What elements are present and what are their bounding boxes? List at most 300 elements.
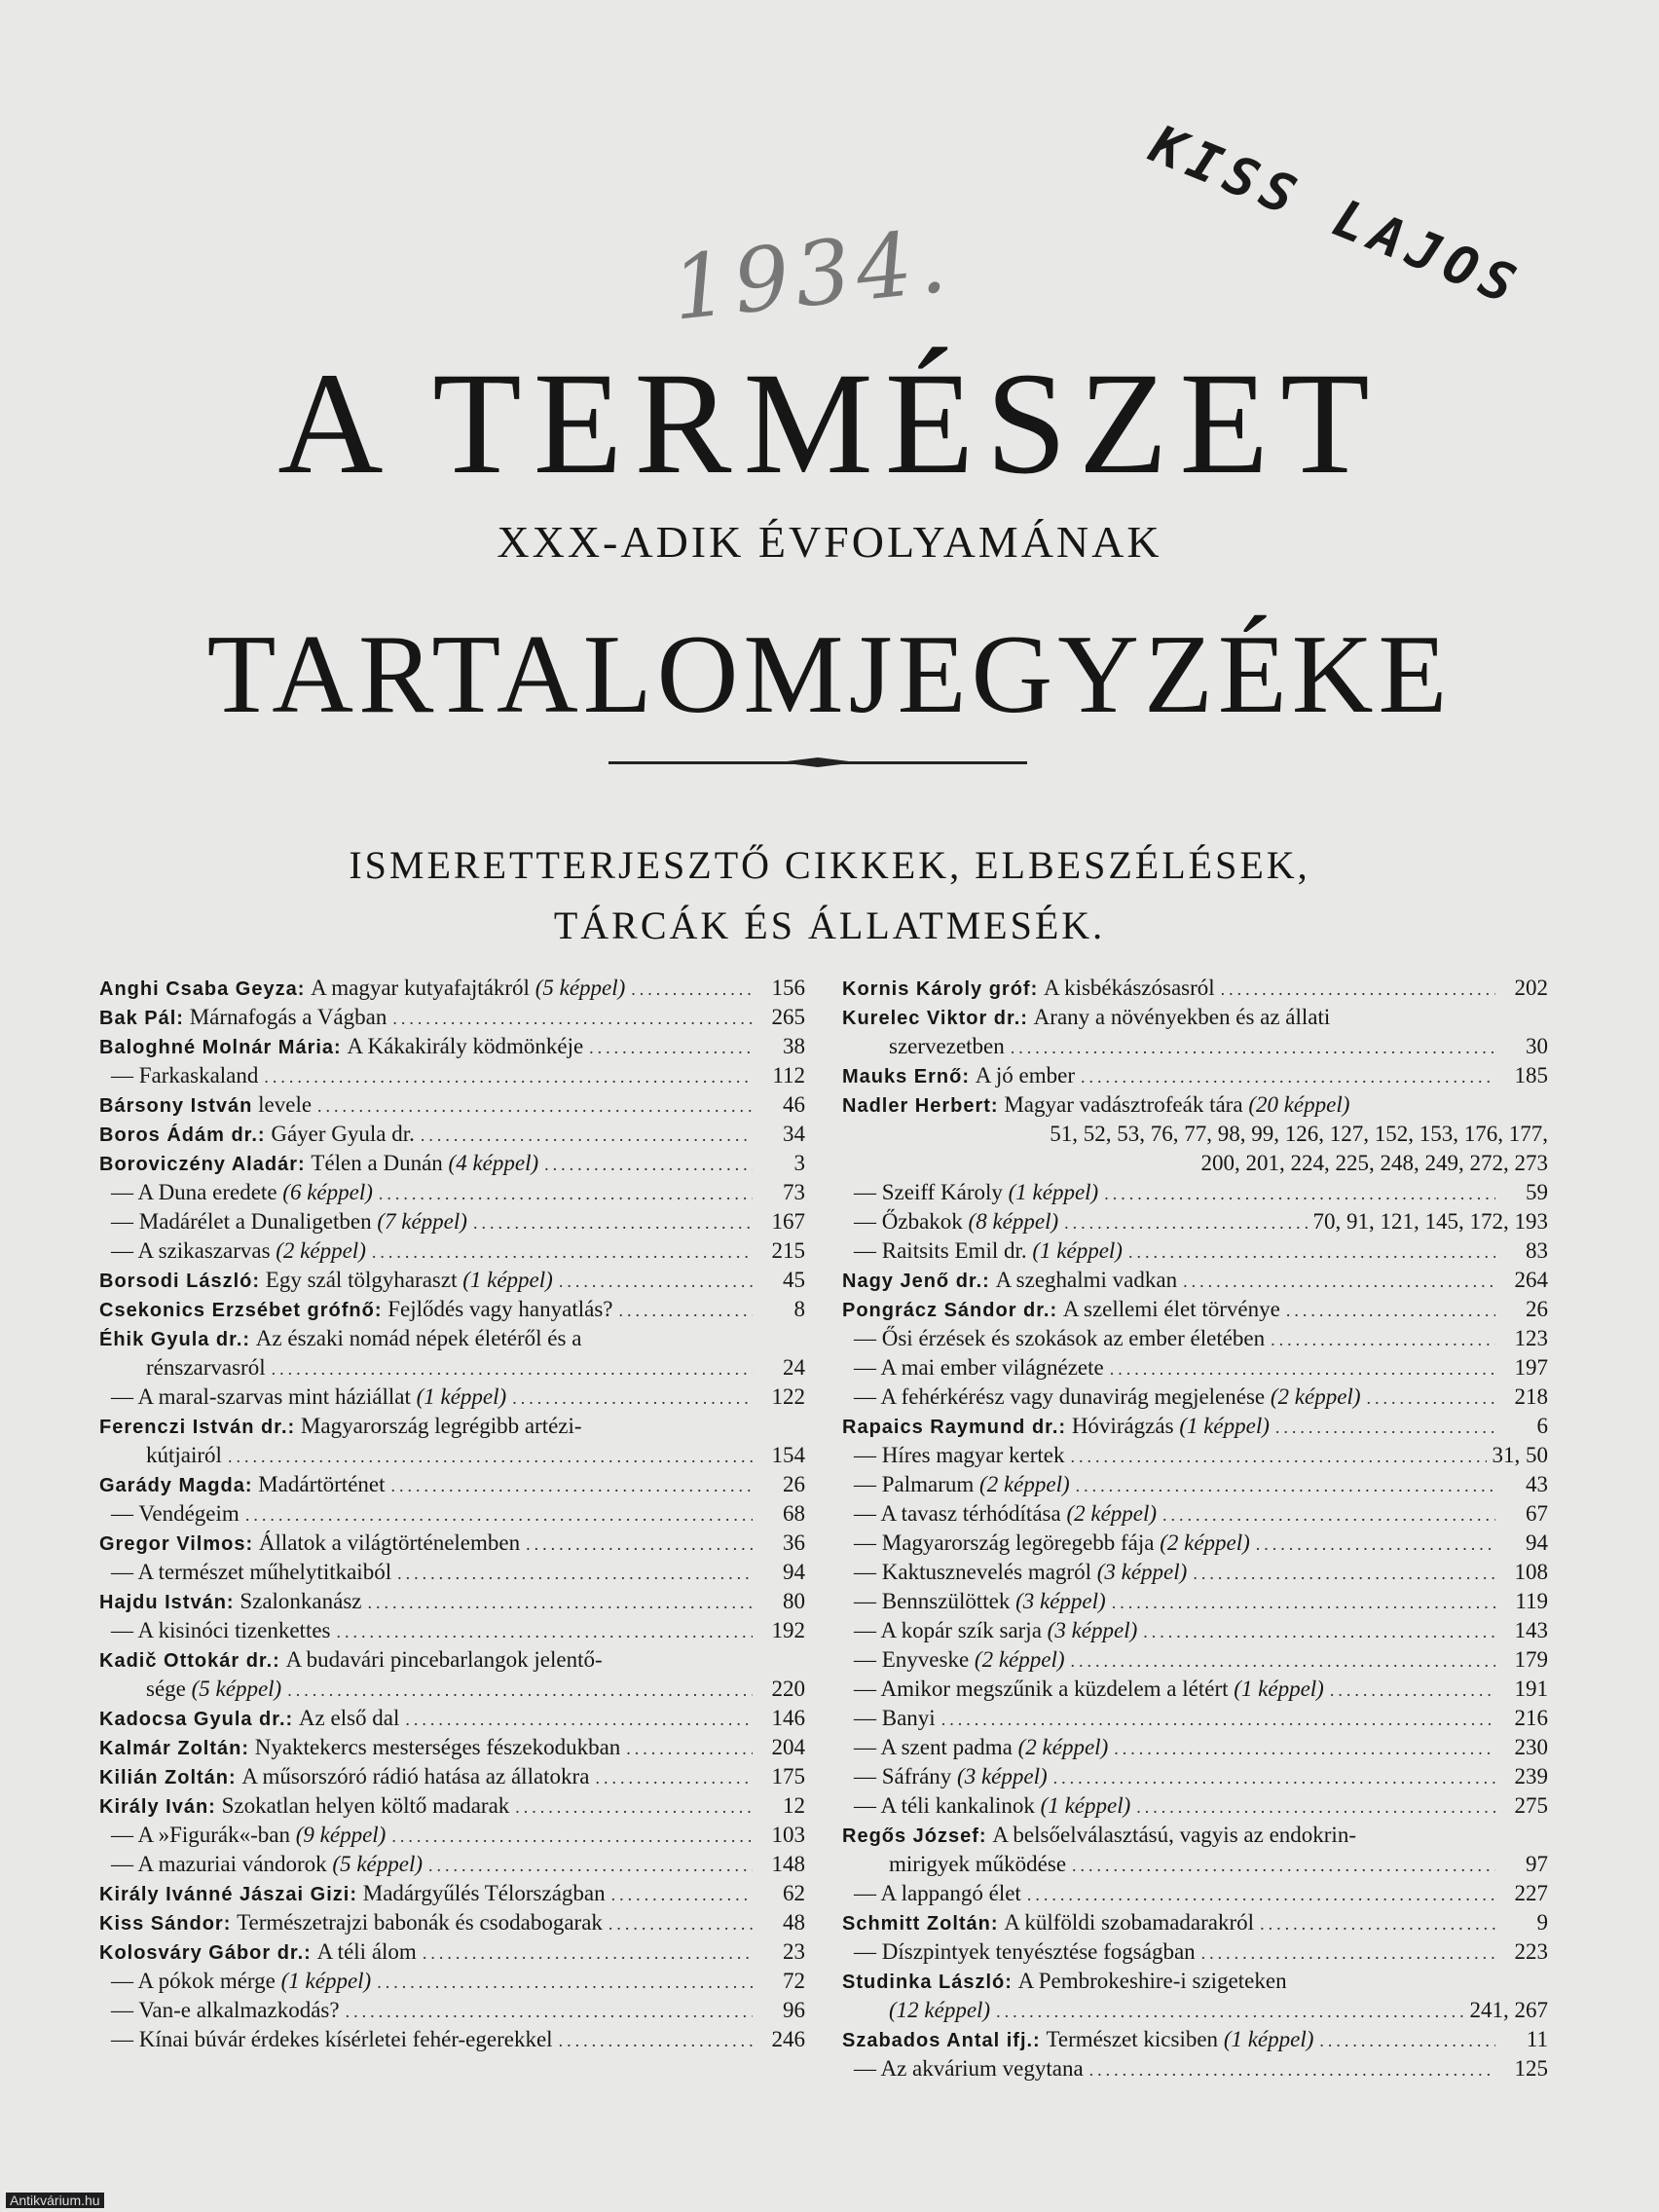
entry-author: Mauks Ernő: [842,1066,971,1088]
toc-right-column [842,974,1548,2083]
entry-title: — A mai ember világnézete [854,1355,1104,1380]
entry-line [99,1178,805,1207]
entry-illustrations: (2 képpel) [1017,1735,1109,1759]
toc-entry [842,1937,1548,1967]
entry-line [842,1412,1548,1441]
entry-page: 230 [1514,1735,1548,1759]
entry-title-cont: szervezetben [889,1034,1005,1058]
entry-title-cont: mirigyek működése [889,1852,1067,1876]
toc-entry [99,1295,805,1324]
entry-title: — A természet műhelytitkaiból [111,1560,392,1584]
entry-author: Bak Pál: [99,1008,184,1029]
entry-title: A belsőelválasztású, vagyis az endokrin- [992,1823,1356,1847]
leader-dots [1071,1646,1495,1676]
entry-page: 46 [783,1092,805,1117]
entry-title: — A maral-szarvas mint háziállat [111,1384,411,1409]
entry-page: 204 [771,1735,805,1759]
entry-author: Csekonics Erzsébet grófnő: [99,1300,383,1321]
entry-title: Magyarország legrégibb artézi- [300,1414,582,1438]
toc-title: TARTALOMJEGYZÉKE [206,612,1453,737]
entry-title: A kisbékászósasról [1044,976,1215,1000]
toc-entry [99,1529,805,1558]
entry-line [99,1353,805,1382]
leader-dots [1081,1062,1495,1091]
leader-dots [287,1676,753,1705]
leader-dots [515,1792,753,1822]
entry-page: 122 [771,1384,805,1409]
entry-line [842,1529,1548,1558]
entry-page: 264 [1514,1268,1548,1292]
entry-line [99,1236,805,1266]
entry-author: Pongrácz Sándor dr.: [842,1300,1058,1321]
entry-author: Studinka László: [842,1972,1013,1993]
entry-page: 143 [1514,1618,1548,1642]
entry-author: Bársony István [99,1095,253,1117]
leader-dots [941,1705,1495,1734]
toc-entry [842,1675,1548,1704]
entry-line [99,1908,805,1937]
toc-entry [842,1821,1548,1879]
entry-title: A Pembrokeshire-i szigeteken [1017,1969,1287,1993]
entry-page: 23 [783,1939,805,1964]
entry-title: Fejlődés vagy hanyatlás? [387,1297,613,1321]
toc-entry [842,1967,1548,2025]
toc-entry [99,1470,805,1499]
entry-title: A szellemi élet törvénye [1062,1297,1280,1321]
entry-line [99,1967,805,1996]
entry-title: Arany a növényekben és az állati [1033,1005,1331,1029]
leader-dots [368,1588,753,1617]
toc-entry [842,1908,1548,1937]
entry-illustrations: (12 képpel) [889,1998,991,2022]
entry-title-cont: rénszarvasról [146,1355,266,1380]
entry-illustrations: (1 képpel) [1223,2027,1314,2051]
entry-title: — A szikaszarvas [111,1238,271,1263]
leader-dots [996,1997,1463,2026]
toc-entry [99,2025,805,2054]
entry-author: Kolosváry Gábor dr.: [99,1942,312,1964]
entry-author: Király Ivánné Jászai Gizi: [99,1884,357,1905]
entry-author: Király Iván: [99,1796,216,1818]
entry-illustrations: (1 képpel) [1234,1677,1324,1701]
entry-author: Kalmár Zoltán: [99,1738,250,1759]
entry-line [99,1850,805,1879]
entry-title: — Vendégeim [111,1501,240,1526]
entry-page: 70, 91, 121, 145, 172, 193 [1312,1209,1548,1234]
entry-title: — Enyveske [854,1647,970,1672]
leader-dots [1330,1676,1495,1705]
entry-title: — A téli kankalinok [854,1793,1035,1818]
entry-title: — Van-e alkalmazkodás? [111,1998,340,2022]
leader-dots [1183,1267,1495,1296]
toc-entry [842,1266,1548,1295]
leader-dots [392,1004,753,1033]
entry-page: 119 [1515,1589,1548,1613]
entry-author: Regős József: [842,1825,987,1847]
toc-entry [842,1499,1548,1529]
entry-author: Gregor Vilmos: [99,1533,254,1555]
entry-line [842,2025,1548,2054]
toc-entry [99,1266,805,1295]
toc-entry [842,1207,1548,1236]
entry-page: 202 [1514,976,1548,1000]
entry-title: — Raitsits Emil dr. [854,1238,1027,1263]
toc-entry [99,1616,805,1645]
toc-entry [99,974,805,1003]
leader-dots [1011,1033,1495,1062]
entry-illustrations: (1 képpel) [280,1969,372,1993]
entry-page: 192 [771,1618,805,1642]
toc-entry [99,1003,805,1032]
entry-illustrations: (2 képpel) [1160,1530,1250,1555]
leader-dots [595,1763,753,1792]
entry-title: A külföldi szobamadarakról [1004,1910,1255,1935]
leader-dots [1260,1909,1495,1938]
entry-author: Kiss Sándor: [99,1913,232,1935]
entry-page: 43 [1526,1472,1548,1496]
leader-dots [1319,2026,1495,2055]
entry-line [842,1178,1548,1207]
entry-page: 94 [1526,1530,1548,1555]
entry-illustrations: (1 képpel) [1032,1238,1123,1263]
entry-page: 36 [783,1530,805,1555]
volume-subtitle: XXX-ADIK ÉVFOLYAMÁNAK [497,517,1162,567]
toc-entry [99,1645,805,1704]
entry-line [842,1967,1548,1996]
entry-line [99,1996,805,2025]
toc-entry [842,1236,1548,1266]
entry-page: 179 [1514,1647,1548,1672]
toc-entry [99,1178,805,1207]
entry-page: 227 [1514,1881,1548,1905]
entry-line [842,1558,1548,1587]
entry-page: 112 [772,1063,805,1088]
entry-line [842,1791,1548,1821]
toc-entry [842,974,1548,1003]
leader-dots [1366,1383,1495,1413]
leader-dots [1201,1938,1495,1968]
entry-page: 239 [1514,1764,1548,1788]
toc-entry [99,1879,805,1908]
owner-stamp: KISS LAJOS [1141,113,1531,318]
leader-dots [245,1500,753,1530]
entry-line [99,1879,805,1908]
entry-page: 38 [783,1034,805,1058]
entry-title: — A Duna eredete [111,1180,277,1204]
entry-page: 62 [783,1881,805,1905]
toc-entry [99,1821,805,1850]
leader-dots [264,1062,753,1091]
entry-illustrations: (20 képpel) [1248,1092,1350,1117]
entry-title: Magyar vadásztrofeák tára [1004,1092,1243,1117]
entry-line [842,1704,1548,1733]
entry-line [99,1149,805,1178]
leader-dots [559,1267,753,1296]
entry-line [842,2054,1548,2083]
entry-title: — Az akvárium vegytana [854,2056,1084,2081]
toc-entry [842,1061,1548,1090]
leader-dots [473,1208,753,1237]
entry-author: Baloghné Molnár Mária: [99,1037,342,1058]
toc-entry [99,1762,805,1791]
leader-dots [1114,1734,1495,1763]
leader-dots [228,1442,753,1471]
entry-title: levele [258,1092,313,1117]
entry-title: Az első dal [298,1706,400,1730]
toc-entry [99,1061,805,1090]
entry-illustrations: (1 képpel) [1008,1180,1099,1204]
entry-page: 156 [771,976,805,1000]
entry-title: Hóvirágzás [1071,1414,1174,1438]
entry-line [842,1645,1548,1675]
entry-page: 31, 50 [1492,1443,1548,1467]
leader-dots [421,1121,753,1150]
entry-page: 97 [1526,1852,1548,1876]
entry-title: — Madárélet a Dunaligetben [111,1209,372,1234]
entry-page: 51, 52, 53, 76, 77, 98, 99, 126, 127, 152, 153, 176, 177, [1050,1122,1548,1146]
toc-entry [99,1032,805,1061]
entry-author: Hajdu István: [99,1592,235,1613]
leader-dots [1256,1530,1495,1559]
entry-page: 191 [1514,1677,1548,1701]
entry-illustrations: (3 képpel) [957,1764,1048,1788]
entry-page: 154 [771,1443,805,1467]
entry-author: Kornis Károly gróf: [842,978,1039,1000]
toc-entry [842,1382,1548,1412]
leader-dots [1104,1179,1495,1208]
entry-title: — Magyarország legöregebb fája [854,1530,1155,1555]
entry-line [99,1470,805,1499]
toc-entry [842,1587,1548,1616]
entry-page: 59 [1526,1180,1548,1204]
leader-dots [1110,1354,1495,1383]
entry-page: 220 [771,1677,805,1701]
toc-entry [842,1324,1548,1353]
entry-page: 215 [771,1238,805,1263]
toc-entry [99,1704,805,1733]
leader-dots [1072,1851,1495,1880]
entry-line [842,1470,1548,1499]
toc-entry [99,1791,805,1821]
toc-entry [99,1733,805,1762]
leader-dots [559,2026,753,2055]
leader-dots [1064,1208,1307,1237]
entry-line [99,1616,805,1645]
entry-page: 9 [1536,1910,1548,1935]
entry-line [99,1266,805,1295]
entry-page: 45 [783,1268,805,1292]
entry-line [99,1441,805,1470]
entry-illustrations: (2 képpel) [276,1238,366,1263]
entry-line [842,1616,1548,1645]
entry-line [842,1236,1548,1266]
entry-line [842,1120,1548,1149]
entry-illustrations: (2 képpel) [979,1472,1070,1496]
entry-illustrations: (2 képpel) [1066,1501,1158,1526]
entry-page: 12 [783,1793,805,1818]
entry-line [99,2025,805,2054]
toc-entry [842,1704,1548,1733]
entry-illustrations: (6 képpel) [282,1180,373,1204]
leader-dots [512,1383,753,1413]
entry-title: — Ősi érzések és szokások az ember életében [854,1326,1266,1350]
toc-entry [842,1353,1548,1382]
entry-line [99,1003,805,1032]
entry-title: A budavári pincebarlangok jelentő- [285,1647,603,1672]
leader-dots [337,1617,754,1646]
entry-author: Szabados Antal ifj.: [842,2030,1041,2051]
entry-page: 103 [771,1823,805,1847]
toc-entry [842,1441,1548,1470]
entry-title: Gáyer Gyula dr. [271,1122,415,1146]
toc-entry [842,1616,1548,1645]
entry-page: 6 [1536,1414,1548,1438]
entry-title: Természet kicsiben [1046,2027,1219,2051]
entry-title: A műsorszóró rádió hatása az állatokra [241,1764,590,1788]
leader-dots [1076,1471,1495,1500]
leader-dots [1221,975,1495,1004]
entry-illustrations: (3 képpel) [1047,1618,1138,1642]
entry-title: Természetrajzi babonák és csodabogarak [237,1910,603,1935]
entry-line [842,1733,1548,1762]
entry-author: Anghi Csaba Geyza: [99,978,306,1000]
entry-page: 185 [1514,1063,1548,1088]
toc-entry [842,1645,1548,1675]
entry-illustrations: (7 képpel) [377,1209,467,1234]
entry-line [842,974,1548,1003]
entry-line [99,1499,805,1529]
entry-page: 30 [1526,1034,1548,1058]
leader-dots [272,1354,753,1383]
entry-line [99,1675,805,1704]
section-heading [0,835,1659,956]
source-credit: Antikvárium.hu [6,2193,104,2208]
entry-title: — A mazuriai vándorok [111,1852,327,1876]
toc-entry [99,1937,805,1967]
entry-title: — Díszpintyek tenyésztése fogságban [854,1939,1196,1964]
entry-title: — A tavasz térhódítása [854,1501,1061,1526]
entry-author: Garády Magda: [99,1475,253,1496]
entry-page: 83 [1526,1238,1548,1263]
toc-entry [99,1207,805,1236]
toc-entry [99,1382,805,1412]
entry-line [842,1850,1548,1879]
entry-title: — Kínai búvár érdekes kísérletei fehér-egerekkel [111,2027,553,2051]
entry-line [842,1908,1548,1937]
toc-entry [99,1996,805,2025]
entry-line [842,1879,1548,1908]
entry-line [99,1032,805,1061]
entry-title: Állatok a világtörténelemben [258,1530,521,1555]
entry-page: 246 [771,2027,805,2051]
entry-line [842,1295,1548,1324]
entry-author: Kurelec Viktor dr.: [842,1008,1028,1029]
entry-title: — Sáfrány [854,1764,952,1788]
entry-page: 48 [783,1910,805,1935]
entry-illustrations: (1 képpel) [1179,1414,1270,1438]
entry-line [842,1324,1548,1353]
entry-page: 72 [783,1969,805,1993]
entry-page: 34 [783,1122,805,1146]
entry-line [99,1762,805,1791]
entry-page: 125 [1514,2056,1548,2081]
entry-line [99,1529,805,1558]
entry-title: — A pókok mérge [111,1969,276,1993]
entry-author: Nadler Herbert: [842,1095,999,1117]
entry-line [842,1499,1548,1529]
entry-title: — Kaktusznevelés magról [854,1560,1091,1584]
leader-dots [428,1851,753,1880]
toc-left-column [99,974,805,2054]
entry-illustrations: (3 képpel) [1096,1560,1188,1584]
entry-title-cont: kútjairól [146,1443,222,1467]
entry-title: A téli álom [316,1939,417,1964]
entry-line [842,1090,1548,1120]
entry-line [842,1266,1548,1295]
entry-line [99,1324,805,1353]
entry-line [99,1645,805,1675]
entry-title: — Farkaskaland [111,1063,259,1088]
entry-line [99,1412,805,1441]
entry-illustrations: (1 képpel) [1040,1793,1131,1818]
entry-line [842,1937,1548,1967]
entry-illustrations: (5 képpel) [191,1677,282,1701]
entry-title: — Bennszülöttek [854,1589,1011,1613]
entry-page: 175 [771,1764,805,1788]
leader-dots [1136,1792,1495,1822]
entry-author: Ferenczi István dr.: [99,1417,296,1438]
leader-dots [1112,1588,1495,1617]
entry-illustrations: (9 képpel) [295,1823,387,1847]
entry-illustrations: (2 képpel) [974,1647,1065,1672]
entry-page: 3 [793,1151,805,1175]
leader-dots [391,1471,753,1500]
leader-dots [1128,1237,1495,1267]
entry-line [842,1675,1548,1704]
leader-dots [391,1822,753,1851]
entry-line [842,1353,1548,1382]
leader-dots [1053,1763,1495,1792]
leader-dots [1275,1413,1495,1442]
entry-line [99,1937,805,1967]
entry-title: — A lappangó élet [854,1881,1021,1905]
entry-author: Kadocsa Gyula dr.: [99,1709,294,1730]
entry-illustrations: (4 képpel) [448,1151,539,1175]
leader-dots [1162,1500,1495,1530]
toc-entry [842,1003,1548,1061]
leader-dots [618,1296,753,1325]
toc-entry [842,2025,1548,2054]
toc-entry [842,1733,1548,1762]
entry-title: A jó ember [975,1063,1075,1088]
leader-dots [397,1559,753,1588]
entry-page: 241, 267 [1469,1998,1548,2022]
entry-title: — A kopár szík sarja [854,1618,1042,1642]
toc-entry [99,1324,805,1382]
leader-dots [379,1179,753,1208]
section-heading-line2: TÁRCÁK ÉS ÁLLATMESÉK. [553,903,1106,947]
entry-page: 216 [1514,1706,1548,1730]
entry-title: Szalonkanász [240,1589,362,1613]
entry-illustrations: (1 képpel) [416,1384,507,1409]
entry-title: A Kákakirály ködmönkéje [347,1034,584,1058]
entry-illustrations: (2 képpel) [1270,1384,1361,1409]
entry-line [99,1558,805,1587]
entry-illustrations: (5 képpel) [535,976,626,1000]
entry-author: Éhik Gyula dr.: [99,1329,251,1350]
leader-dots [405,1705,753,1734]
entry-line [99,1382,805,1412]
